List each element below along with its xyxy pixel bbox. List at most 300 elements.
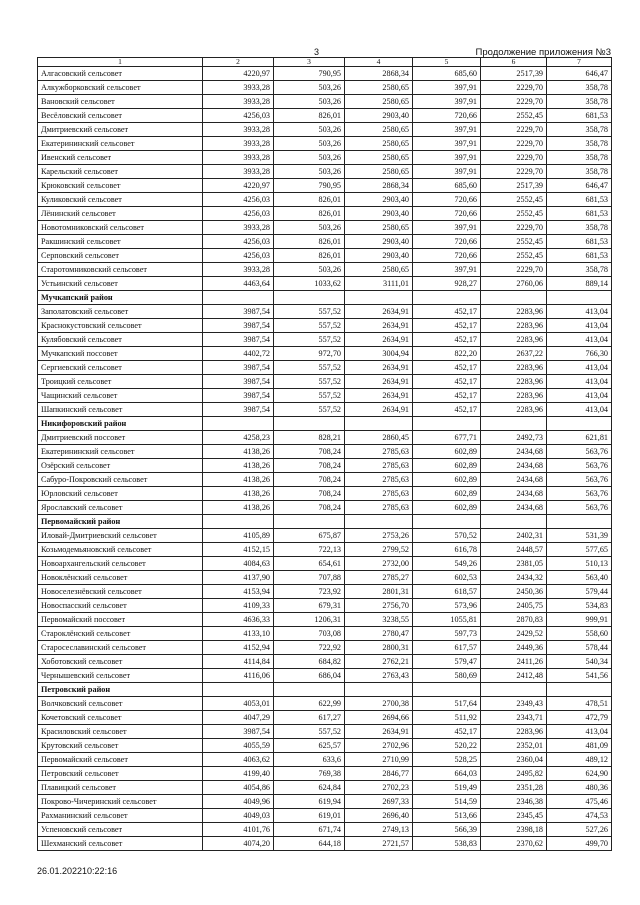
empty-cell <box>413 515 481 529</box>
table-row <box>38 165 612 179</box>
table-row <box>38 767 612 781</box>
empty-cell <box>481 515 547 529</box>
value-cell: 2785,63 <box>345 445 413 459</box>
table-row <box>38 823 612 837</box>
table-row <box>38 669 612 683</box>
empty-cell <box>547 683 612 697</box>
value-cell: 2762,21 <box>345 655 413 669</box>
value-cell: 1033,62 <box>274 277 345 291</box>
table-row <box>38 305 612 319</box>
value-cell: 4199,40 <box>203 767 274 781</box>
settlement-name: Новоклёнский сельсовет <box>38 571 203 585</box>
value-cell: 972,70 <box>274 347 345 361</box>
value-cell: 2405,75 <box>481 599 547 613</box>
value-cell: 826,01 <box>274 235 345 249</box>
value-cell: 602,89 <box>413 487 481 501</box>
value-cell: 2870,83 <box>481 613 547 627</box>
table-row <box>38 781 612 795</box>
value-cell: 4256,03 <box>203 235 274 249</box>
value-cell: 2760,06 <box>481 277 547 291</box>
value-cell: 2860,45 <box>345 431 413 445</box>
table-row <box>38 207 612 221</box>
table-row <box>38 179 612 193</box>
settlement-name: Чащинский сельсовет <box>38 389 203 403</box>
value-cell: 2343,71 <box>481 711 547 725</box>
value-cell: 397,91 <box>413 95 481 109</box>
value-cell: 534,83 <box>547 599 612 613</box>
value-cell: 2580,65 <box>345 123 413 137</box>
table-row <box>38 431 612 445</box>
value-cell: 579,47 <box>413 655 481 669</box>
value-cell: 2517,39 <box>481 67 547 81</box>
value-cell: 489,12 <box>547 753 612 767</box>
value-cell: 528,25 <box>413 753 481 767</box>
value-cell: 3987,54 <box>203 403 274 417</box>
table-row <box>38 655 612 669</box>
settlement-name: Красиловский сельсовет <box>38 725 203 739</box>
table-row <box>38 571 612 585</box>
table-row <box>38 347 612 361</box>
settlement-name: Новоархангельский сельсовет <box>38 557 203 571</box>
value-cell: 2580,65 <box>345 81 413 95</box>
district-section-row <box>38 291 612 305</box>
value-cell: 2411,26 <box>481 655 547 669</box>
value-cell: 2412,48 <box>481 669 547 683</box>
settlement-name: Чернышевский сельсовет <box>38 669 203 683</box>
data-table <box>37 57 612 851</box>
table-row <box>38 445 612 459</box>
value-cell: 4463,64 <box>203 277 274 291</box>
value-cell: 2434,68 <box>481 501 547 515</box>
settlement-name: Новоселезнёвский сельсовет <box>38 585 203 599</box>
value-cell: 723,92 <box>274 585 345 599</box>
value-cell: 452,17 <box>413 375 481 389</box>
column-number: 7 <box>547 58 612 67</box>
empty-cell <box>345 291 413 305</box>
value-cell: 2756,70 <box>345 599 413 613</box>
empty-cell <box>547 515 612 529</box>
value-cell: 499,70 <box>547 837 612 851</box>
value-cell: 617,27 <box>274 711 345 725</box>
district-name: Петровский район <box>38 683 203 697</box>
value-cell: 563,76 <box>547 487 612 501</box>
value-cell: 4138,26 <box>203 445 274 459</box>
value-cell: 708,24 <box>274 473 345 487</box>
value-cell: 2434,68 <box>481 487 547 501</box>
value-cell: 720,66 <box>413 193 481 207</box>
value-cell: 4105,89 <box>203 529 274 543</box>
value-cell: 2710,99 <box>345 753 413 767</box>
value-cell: 577,65 <box>547 543 612 557</box>
settlement-name: Мучкапский поссовет <box>38 347 203 361</box>
value-cell: 452,17 <box>413 361 481 375</box>
value-cell: 3987,54 <box>203 725 274 739</box>
district-section-row <box>38 417 612 431</box>
value-cell: 358,78 <box>547 151 612 165</box>
empty-cell <box>274 683 345 697</box>
value-cell: 2448,57 <box>481 543 547 557</box>
settlement-name: Первомайский сельсовет <box>38 753 203 767</box>
district-section-row <box>38 683 612 697</box>
table-row <box>38 627 612 641</box>
value-cell: 563,76 <box>547 445 612 459</box>
value-cell: 549,26 <box>413 557 481 571</box>
value-cell: 602,89 <box>413 473 481 487</box>
value-cell: 2346,38 <box>481 795 547 809</box>
value-cell: 2580,65 <box>345 221 413 235</box>
empty-cell <box>413 683 481 697</box>
value-cell: 769,38 <box>274 767 345 781</box>
value-cell: 619,01 <box>274 809 345 823</box>
value-cell: 4258,23 <box>203 431 274 445</box>
settlement-name: Дмитриевский поссовет <box>38 431 203 445</box>
value-cell: 2903,40 <box>345 249 413 263</box>
value-cell: 413,04 <box>547 333 612 347</box>
district-name: Первомайский район <box>38 515 203 529</box>
settlement-name: Алкужборковский сельсовет <box>38 81 203 95</box>
value-cell: 397,91 <box>413 165 481 179</box>
district-name: Мучкапский район <box>38 291 203 305</box>
empty-cell <box>345 417 413 431</box>
empty-cell <box>203 417 274 431</box>
value-cell: 4256,03 <box>203 109 274 123</box>
value-cell: 2229,70 <box>481 263 547 277</box>
value-cell: 557,52 <box>274 725 345 739</box>
value-cell: 4047,29 <box>203 711 274 725</box>
value-cell: 480,36 <box>547 781 612 795</box>
value-cell: 2785,63 <box>345 473 413 487</box>
value-cell: 2229,70 <box>481 137 547 151</box>
value-cell: 644,18 <box>274 837 345 851</box>
value-cell: 722,92 <box>274 641 345 655</box>
empty-cell <box>203 683 274 697</box>
table-row <box>38 599 612 613</box>
value-cell: 2429,52 <box>481 627 547 641</box>
value-cell: 2785,63 <box>345 459 413 473</box>
value-cell: 4138,26 <box>203 459 274 473</box>
value-cell: 474,53 <box>547 809 612 823</box>
value-cell: 2801,31 <box>345 585 413 599</box>
value-cell: 452,17 <box>413 319 481 333</box>
value-cell: 3004,94 <box>345 347 413 361</box>
value-cell: 2283,96 <box>481 725 547 739</box>
value-cell: 3933,28 <box>203 95 274 109</box>
settlement-name: Первомайский поссовет <box>38 613 203 627</box>
value-cell: 2434,68 <box>481 445 547 459</box>
table-row <box>38 263 612 277</box>
value-cell: 511,92 <box>413 711 481 725</box>
settlement-name: Новотомниковский сельсовет <box>38 221 203 235</box>
table-row <box>38 585 612 599</box>
value-cell: 703,08 <box>274 627 345 641</box>
settlement-name: Екатерининский сельсовет <box>38 445 203 459</box>
value-cell: 4153,94 <box>203 585 274 599</box>
value-cell: 578,44 <box>547 641 612 655</box>
value-cell: 452,17 <box>413 389 481 403</box>
value-cell: 2799,52 <box>345 543 413 557</box>
table-row <box>38 95 612 109</box>
table-row <box>38 123 612 137</box>
value-cell: 2552,45 <box>481 109 547 123</box>
value-cell: 4138,26 <box>203 501 274 515</box>
value-cell: 2634,91 <box>345 375 413 389</box>
value-cell: 413,04 <box>547 725 612 739</box>
value-cell: 2634,91 <box>345 305 413 319</box>
table-row <box>38 235 612 249</box>
value-cell: 999,91 <box>547 613 612 627</box>
value-cell: 2283,96 <box>481 333 547 347</box>
value-cell: 618,57 <box>413 585 481 599</box>
value-cell: 452,17 <box>413 333 481 347</box>
empty-cell <box>547 291 612 305</box>
settlement-name: Ярославский сельсовет <box>38 501 203 515</box>
column-number: 3 <box>274 58 345 67</box>
value-cell: 3238,55 <box>345 613 413 627</box>
value-cell: 2800,31 <box>345 641 413 655</box>
value-cell: 3987,54 <box>203 375 274 389</box>
value-cell: 2903,40 <box>345 207 413 221</box>
settlement-name: Алгасовский сельсовет <box>38 67 203 81</box>
value-cell: 2634,91 <box>345 319 413 333</box>
value-cell: 685,60 <box>413 67 481 81</box>
value-cell: 397,91 <box>413 221 481 235</box>
settlement-name: Озёрский сельсовет <box>38 459 203 473</box>
value-cell: 558,60 <box>547 627 612 641</box>
table-row <box>38 753 612 767</box>
value-cell: 358,78 <box>547 165 612 179</box>
value-cell: 2381,05 <box>481 557 547 571</box>
value-cell: 3933,28 <box>203 81 274 95</box>
value-cell: 646,47 <box>547 67 612 81</box>
value-cell: 2634,91 <box>345 389 413 403</box>
value-cell: 681,53 <box>547 235 612 249</box>
value-cell: 540,34 <box>547 655 612 669</box>
settlement-name: Новоспасский сельсовет <box>38 599 203 613</box>
value-cell: 826,01 <box>274 207 345 221</box>
settlement-name: Краснокустовский сельсовет <box>38 319 203 333</box>
table-row <box>38 487 612 501</box>
settlement-name: Весёловский сельсовет <box>38 109 203 123</box>
value-cell: 4101,76 <box>203 823 274 837</box>
table-row <box>38 375 612 389</box>
value-cell: 2402,31 <box>481 529 547 543</box>
empty-cell <box>413 417 481 431</box>
settlement-name: Старосеславинский сельсовет <box>38 641 203 655</box>
settlement-name: Козьмодемьяновский сельсовет <box>38 543 203 557</box>
settlement-name: Иловай-Дмитриевский сельсовет <box>38 529 203 543</box>
value-cell: 4256,03 <box>203 207 274 221</box>
value-cell: 708,24 <box>274 459 345 473</box>
value-cell: 722,13 <box>274 543 345 557</box>
value-cell: 766,30 <box>547 347 612 361</box>
settlement-name: Шехманский сельсовет <box>38 837 203 851</box>
value-cell: 720,66 <box>413 249 481 263</box>
column-number: 2 <box>203 58 274 67</box>
empty-cell <box>413 291 481 305</box>
table-body <box>38 58 612 851</box>
value-cell: 708,24 <box>274 487 345 501</box>
value-cell: 677,71 <box>413 431 481 445</box>
table-row <box>38 249 612 263</box>
table-row <box>38 809 612 823</box>
value-cell: 3111,01 <box>345 277 413 291</box>
value-cell: 2449,36 <box>481 641 547 655</box>
settlement-name: Лёнинский сельсовет <box>38 207 203 221</box>
value-cell: 452,17 <box>413 305 481 319</box>
value-cell: 2634,91 <box>345 403 413 417</box>
value-cell: 826,01 <box>274 193 345 207</box>
value-cell: 681,53 <box>547 109 612 123</box>
value-cell: 2283,96 <box>481 403 547 417</box>
value-cell: 671,74 <box>274 823 345 837</box>
table-row <box>38 641 612 655</box>
table-row <box>38 277 612 291</box>
value-cell: 2696,40 <box>345 809 413 823</box>
value-cell: 2763,43 <box>345 669 413 683</box>
value-cell: 472,79 <box>547 711 612 725</box>
value-cell: 397,91 <box>413 81 481 95</box>
value-cell: 685,60 <box>413 179 481 193</box>
table-row <box>38 221 612 235</box>
value-cell: 2398,18 <box>481 823 547 837</box>
value-cell: 720,66 <box>413 235 481 249</box>
value-cell: 681,53 <box>547 207 612 221</box>
value-cell: 2345,45 <box>481 809 547 823</box>
value-cell: 2283,96 <box>481 389 547 403</box>
value-cell: 708,24 <box>274 501 345 515</box>
value-cell: 602,89 <box>413 501 481 515</box>
settlement-name: Старотомниковский сельсовет <box>38 263 203 277</box>
table-row <box>38 501 612 515</box>
table-row <box>38 473 612 487</box>
value-cell: 621,81 <box>547 431 612 445</box>
empty-cell <box>547 417 612 431</box>
value-cell: 616,78 <box>413 543 481 557</box>
empty-cell <box>203 291 274 305</box>
value-cell: 2283,96 <box>481 375 547 389</box>
settlement-name: Петровский сельсовет <box>38 767 203 781</box>
value-cell: 2360,04 <box>481 753 547 767</box>
settlement-name: Плавицкий сельсовет <box>38 781 203 795</box>
value-cell: 563,40 <box>547 571 612 585</box>
empty-cell <box>274 417 345 431</box>
value-cell: 2283,96 <box>481 361 547 375</box>
value-cell: 2694,66 <box>345 711 413 725</box>
settlement-name: Троицкий сельсовет <box>38 375 203 389</box>
value-cell: 4220,97 <box>203 67 274 81</box>
value-cell: 684,82 <box>274 655 345 669</box>
value-cell: 720,66 <box>413 207 481 221</box>
value-cell: 397,91 <box>413 137 481 151</box>
value-cell: 2450,36 <box>481 585 547 599</box>
value-cell: 2749,13 <box>345 823 413 837</box>
value-cell: 557,52 <box>274 403 345 417</box>
table-row <box>38 459 612 473</box>
value-cell: 686,04 <box>274 669 345 683</box>
value-cell: 563,76 <box>547 501 612 515</box>
value-cell: 4049,96 <box>203 795 274 809</box>
empty-cell <box>481 683 547 697</box>
value-cell: 2868,34 <box>345 67 413 81</box>
value-cell: 413,04 <box>547 361 612 375</box>
value-cell: 2229,70 <box>481 123 547 137</box>
value-cell: 928,27 <box>413 277 481 291</box>
value-cell: 664,03 <box>413 767 481 781</box>
table-row <box>38 557 612 571</box>
value-cell: 4220,97 <box>203 179 274 193</box>
value-cell: 517,64 <box>413 697 481 711</box>
value-cell: 519,49 <box>413 781 481 795</box>
settlement-name: Ивенский сельсовет <box>38 151 203 165</box>
settlement-name: Староклёнский сельсовет <box>38 627 203 641</box>
value-cell: 681,53 <box>547 193 612 207</box>
value-cell: 397,91 <box>413 263 481 277</box>
settlement-name: Шапкинский сельсовет <box>38 403 203 417</box>
value-cell: 2229,70 <box>481 165 547 179</box>
appendix-label: Продолжение приложения №3 <box>475 47 611 58</box>
empty-cell <box>481 291 547 305</box>
value-cell: 2634,91 <box>345 361 413 375</box>
settlement-name: Кочетовский сельсовет <box>38 711 203 725</box>
value-cell: 4402,72 <box>203 347 274 361</box>
value-cell: 4138,26 <box>203 473 274 487</box>
value-cell: 4152,94 <box>203 641 274 655</box>
value-cell: 413,04 <box>547 319 612 333</box>
settlement-name: Сергиевский сельсовет <box>38 361 203 375</box>
empty-cell <box>481 417 547 431</box>
value-cell: 3987,54 <box>203 389 274 403</box>
value-cell: 3933,28 <box>203 165 274 179</box>
value-cell: 413,04 <box>547 403 612 417</box>
value-cell: 557,52 <box>274 375 345 389</box>
value-cell: 4256,03 <box>203 249 274 263</box>
value-cell: 2434,68 <box>481 459 547 473</box>
empty-cell <box>203 515 274 529</box>
value-cell: 4084,63 <box>203 557 274 571</box>
value-cell: 4137,90 <box>203 571 274 585</box>
value-cell: 3933,28 <box>203 151 274 165</box>
value-cell: 4256,03 <box>203 193 274 207</box>
table-row <box>38 725 612 739</box>
settlement-name: Хоботовский сельсовет <box>38 655 203 669</box>
table-row <box>38 795 612 809</box>
value-cell: 2702,96 <box>345 739 413 753</box>
table-row <box>38 67 612 81</box>
value-cell: 557,52 <box>274 319 345 333</box>
value-cell: 580,69 <box>413 669 481 683</box>
value-cell: 2552,45 <box>481 249 547 263</box>
value-cell: 602,89 <box>413 445 481 459</box>
value-cell: 2580,65 <box>345 263 413 277</box>
value-cell: 790,95 <box>274 179 345 193</box>
column-number: 4 <box>345 58 413 67</box>
value-cell: 826,01 <box>274 109 345 123</box>
settlement-name: Рахманинский сельсовет <box>38 809 203 823</box>
value-cell: 4074,20 <box>203 837 274 851</box>
value-cell: 557,52 <box>274 333 345 347</box>
value-cell: 566,39 <box>413 823 481 837</box>
value-cell: 413,04 <box>547 305 612 319</box>
value-cell: 633,6 <box>274 753 345 767</box>
value-cell: 2229,70 <box>481 81 547 95</box>
table-row <box>38 739 612 753</box>
value-cell: 4138,26 <box>203 487 274 501</box>
value-cell: 503,26 <box>274 81 345 95</box>
value-cell: 475,46 <box>547 795 612 809</box>
value-cell: 720,66 <box>413 109 481 123</box>
value-cell: 2700,38 <box>345 697 413 711</box>
value-cell: 3987,54 <box>203 333 274 347</box>
